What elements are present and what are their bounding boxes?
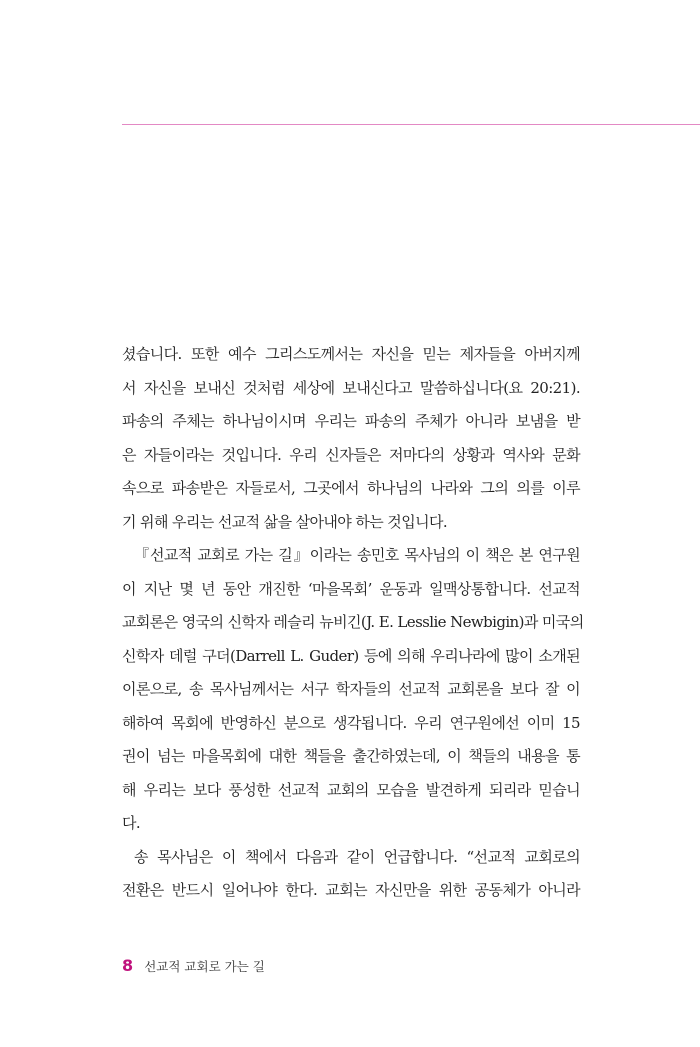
- text-line: 서 자신을 보내신 것처럼 세상에 보내신다고 말씀하십니다(요 20:21).: [122, 378, 580, 397]
- text-line: 이 지난 몇 년 동안 개진한 ‘마을목회’ 운동과 일맥상통합니다. 선교적: [122, 579, 580, 598]
- text-line: 은 자들이라는 것입니다. 우리 신자들은 저마다의 상황과 역사와 문화: [122, 445, 580, 464]
- page-footer: [122, 955, 265, 977]
- text-line: 『선교적 교회로 가는 길』이라는 송민호 목사님의 이 책은 본 연구원: [134, 546, 580, 564]
- page-number: 8: [122, 956, 134, 975]
- text-line: 기 위해 우리는 선교적 삶을 살아내야 하는 것입니다.: [122, 512, 448, 531]
- text-line: 셨습니다. 또한 예수 그리스도께서는 자신을 믿는 제자들을 아버지께: [122, 345, 580, 363]
- header-rule: [122, 124, 700, 125]
- text-line: 송 목사님은 이 책에서 다음과 같이 언급합니다. “선교적 교회로의: [134, 847, 580, 866]
- text-line: 이론으로, 송 목사님께서는 서구 학자들의 선교적 교회론을 보다 잘 이: [122, 680, 580, 698]
- text-line: 해 우리는 보다 풍성한 선교적 교회의 모습을 발견하게 되리라 믿습니: [122, 780, 580, 799]
- body-text: [122, 338, 584, 908]
- text-line: 신학자 데럴 구더(Darrell L. Guder) 등에 의해 우리나라에 많이 소개된: [122, 646, 580, 665]
- text-line: 권이 넘는 마을목회에 대한 책들을 출간하였는데, 이 책들의 내용을 통: [122, 747, 580, 765]
- text-line: 파송의 주체는 하나님이시며 우리는 파송의 주체가 아니라 보냄을 받: [122, 412, 580, 430]
- text-line: 교회론은 영국의 신학자 레슬리 뉴비긴(J. E. Lesslie Newbigin)과 미국의: [122, 613, 584, 631]
- text-line: 속으로 파송받은 자들로서, 그곳에서 하나님의 나라와 그의 의를 이루: [122, 479, 580, 497]
- text-line: 전환은 반드시 일어나야 한다. 교회는 자신만을 위한 공동체가 아니라: [122, 881, 580, 899]
- running-title: 선교적 교회로 가는 길: [144, 959, 265, 974]
- text-line: 해하여 목회에 반영하신 분으로 생각됩니다. 우리 연구원에선 이미 15: [122, 713, 580, 732]
- text-line: 다.: [122, 814, 141, 832]
